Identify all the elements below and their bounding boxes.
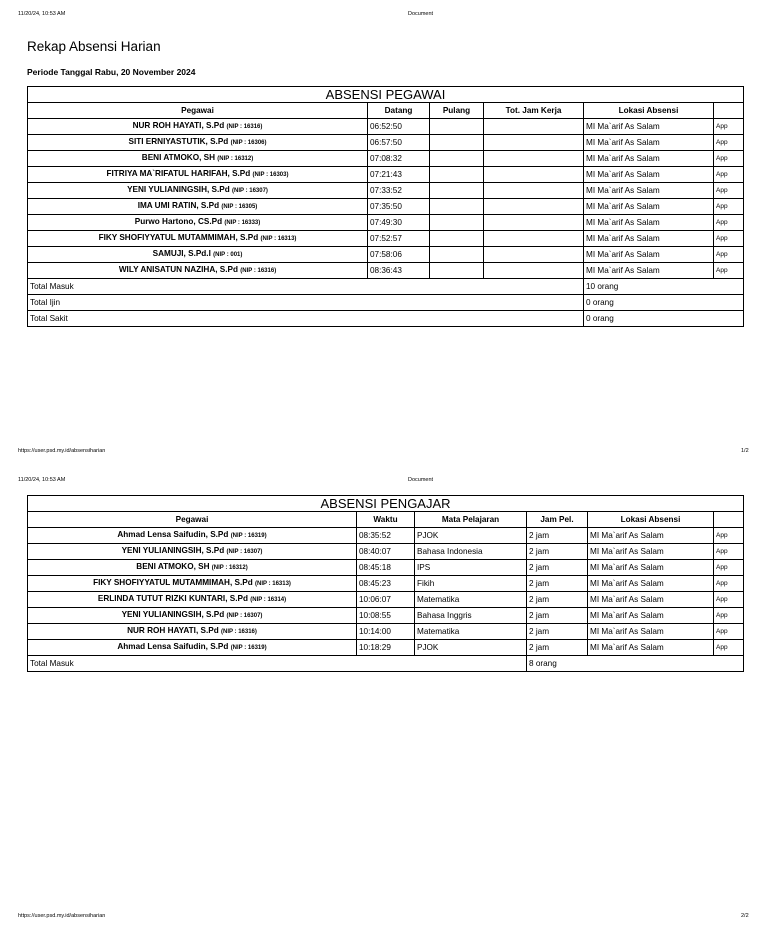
app-cell: App	[714, 528, 744, 544]
employee-nip: (NIP : 16316)	[240, 268, 277, 274]
total-jam-cell	[484, 247, 584, 263]
app-cell: App	[714, 560, 744, 576]
employee-name-cell	[28, 528, 357, 544]
col-lokasi: Lokasi Absensi	[588, 512, 714, 528]
waktu-cell: 10:18:29	[357, 640, 415, 656]
summary-row	[28, 279, 744, 295]
datang-cell: 07:21:43	[368, 167, 430, 183]
app-cell: App	[714, 544, 744, 560]
mapel-cell: Fikih	[415, 576, 527, 592]
jam-pel-cell: 2 jam	[527, 560, 588, 576]
employee-name-cell	[28, 231, 368, 247]
pulang-cell	[430, 263, 484, 279]
lokasi-cell: MI Ma`arif As Salam	[584, 167, 714, 183]
datang-cell: 07:08:32	[368, 151, 430, 167]
summary-label: Total Masuk	[28, 279, 584, 295]
lokasi-cell: MI Ma`arif As Salam	[588, 528, 714, 544]
employee-name: FIKY SHOFIYYATUL MUTAMMIMAH, S.Pd	[93, 578, 253, 587]
print-url: https://user.psd.my.id/absensiharian	[18, 448, 106, 454]
employee-name-cell	[28, 263, 368, 279]
page-number: 1/2	[741, 448, 749, 454]
employee-name: YENI YULIANINGSIH, S.Pd	[127, 185, 230, 194]
employee-nip: (NIP : 16312)	[211, 565, 248, 571]
pulang-cell	[430, 183, 484, 199]
table-row	[28, 151, 744, 167]
app-cell: App	[714, 199, 744, 215]
mapel-cell: IPS	[415, 560, 527, 576]
lokasi-cell: MI Ma`arif As Salam	[588, 608, 714, 624]
waktu-cell: 08:35:52	[357, 528, 415, 544]
app-cell: App	[714, 119, 744, 135]
datang-cell: 08:36:43	[368, 263, 430, 279]
employee-name-cell	[28, 640, 357, 656]
summary-label: Total Ijin	[28, 295, 584, 311]
employee-name-cell	[28, 199, 368, 215]
employee-nip: (NIP : 16313)	[255, 581, 291, 587]
employee-name: YENI YULIANINGSIH, S.Pd	[121, 610, 225, 619]
app-cell: App	[714, 608, 744, 624]
col-mata-pelajaran: Mata Pelajaran	[415, 512, 527, 528]
employee-name-cell	[28, 119, 368, 135]
lokasi-cell: MI Ma`arif As Salam	[588, 624, 714, 640]
employee-name: NUR ROH HAYATI, S.Pd	[132, 121, 225, 130]
employee-nip: (NIP : 16307)	[226, 549, 263, 555]
page-title: Rekap Absensi Harian	[27, 39, 161, 54]
pegawai-caption: ABSENSI PEGAWAI	[28, 87, 744, 103]
col-jam-pel: Jam Pel.	[527, 512, 588, 528]
col-app	[714, 512, 744, 528]
table-row	[28, 624, 744, 640]
waktu-cell: 08:40:07	[357, 544, 415, 560]
total-jam-cell	[484, 263, 584, 279]
summary-value: 0 orang	[584, 311, 744, 327]
table-row	[28, 231, 744, 247]
app-cell: App	[714, 263, 744, 279]
summary-row	[28, 656, 744, 672]
total-jam-cell	[484, 183, 584, 199]
lokasi-cell: MI Ma`arif As Salam	[588, 560, 714, 576]
table-row	[28, 592, 744, 608]
employee-nip: (NIP : 16306)	[230, 140, 267, 146]
jam-pel-cell: 2 jam	[527, 576, 588, 592]
employee-name: IMA UMI RATIN, S.Pd	[137, 201, 220, 210]
print-date: 11/20/24, 10:53 AM	[18, 11, 66, 17]
employee-nip: (NIP : 16307)	[226, 613, 263, 619]
employee-name-cell	[28, 560, 357, 576]
total-jam-cell	[484, 135, 584, 151]
datang-cell: 07:58:06	[368, 247, 430, 263]
col-total-jam: Tot. Jam Kerja	[484, 103, 584, 119]
print-doc-title-2: Document	[408, 477, 434, 483]
employee-name-cell	[28, 592, 357, 608]
col-datang: Datang	[368, 103, 430, 119]
employee-name-cell	[28, 215, 368, 231]
app-cell: App	[714, 183, 744, 199]
summary-value: 10 orang	[584, 279, 744, 295]
total-jam-cell	[484, 167, 584, 183]
lokasi-cell: MI Ma`arif As Salam	[584, 183, 714, 199]
employee-name: FIKY SHOFIYYATUL MUTAMMIMAH, S.Pd	[98, 233, 259, 242]
waktu-cell: 10:14:00	[357, 624, 415, 640]
total-jam-cell	[484, 231, 584, 247]
employee-nip: (NIP : 16312)	[217, 156, 254, 162]
lokasi-cell: MI Ma`arif As Salam	[584, 199, 714, 215]
mapel-cell: Bahasa Inggris	[415, 608, 527, 624]
page-number-2: 2/2	[741, 913, 749, 919]
lokasi-cell: MI Ma`arif As Salam	[588, 592, 714, 608]
pegawai-table	[27, 86, 744, 327]
pengajar-caption: ABSENSI PENGAJAR	[28, 496, 744, 512]
pulang-cell	[430, 135, 484, 151]
employee-nip: (NIP : 16333)	[224, 220, 261, 226]
jam-pel-cell: 2 jam	[527, 592, 588, 608]
total-jam-cell	[484, 199, 584, 215]
app-cell: App	[714, 576, 744, 592]
table-row	[28, 135, 744, 151]
print-date-2: 11/20/24, 10:53 AM	[18, 477, 66, 483]
jam-pel-cell: 2 jam	[527, 528, 588, 544]
employee-name: Purwo Hartono, CS.Pd	[134, 217, 223, 226]
employee-name-cell	[28, 167, 368, 183]
waktu-cell: 10:08:55	[357, 608, 415, 624]
employee-name: SITI ERNIYASTUTIK, S.Pd	[128, 137, 229, 146]
lokasi-cell: MI Ma`arif As Salam	[588, 544, 714, 560]
lokasi-cell: MI Ma`arif As Salam	[588, 576, 714, 592]
app-cell: App	[714, 624, 744, 640]
employee-name: NUR ROH HAYATI, S.Pd	[127, 626, 219, 635]
mapel-cell: Bahasa Indonesia	[415, 544, 527, 560]
employee-name: FITRIYA MA`RIFATUL HARIFAH, S.Pd	[106, 169, 251, 178]
datang-cell: 06:52:50	[368, 119, 430, 135]
datang-cell: 07:49:30	[368, 215, 430, 231]
employee-name-cell	[28, 576, 357, 592]
app-cell: App	[714, 215, 744, 231]
employee-name: WILY ANISATUN NAZIHA, S.Pd	[118, 265, 238, 274]
waktu-cell: 08:45:23	[357, 576, 415, 592]
employee-name-cell	[28, 247, 368, 263]
mapel-cell: Matematika	[415, 624, 527, 640]
employee-name-cell	[28, 135, 368, 151]
employee-name-cell	[28, 624, 357, 640]
table-row	[28, 247, 744, 263]
pulang-cell	[430, 247, 484, 263]
pulang-cell	[430, 231, 484, 247]
employee-name-cell	[28, 183, 368, 199]
employee-nip: (NIP : 16313)	[260, 236, 297, 242]
employee-name-cell	[28, 544, 357, 560]
table-row	[28, 199, 744, 215]
datang-cell: 06:57:50	[368, 135, 430, 151]
summary-value: 8 orang	[527, 656, 744, 672]
col-pegawai: Pegawai	[28, 103, 368, 119]
lokasi-cell: MI Ma`arif As Salam	[584, 263, 714, 279]
col-app	[714, 103, 744, 119]
pulang-cell	[430, 215, 484, 231]
period-subtitle: Periode Tanggal Rabu, 20 November 2024	[27, 67, 196, 77]
datang-cell: 07:52:57	[368, 231, 430, 247]
pulang-cell	[430, 199, 484, 215]
app-cell: App	[714, 151, 744, 167]
table-row	[28, 183, 744, 199]
lokasi-cell: MI Ma`arif As Salam	[584, 151, 714, 167]
employee-name: SAMUJI, S.Pd.I	[152, 249, 211, 258]
mapel-cell: Matematika	[415, 592, 527, 608]
employee-nip: (NIP : 16305)	[221, 204, 258, 210]
summary-value: 0 orang	[584, 295, 744, 311]
lokasi-cell: MI Ma`arif As Salam	[584, 215, 714, 231]
print-url-2: https://user.psd.my.id/absensiharian	[18, 913, 106, 919]
employee-name: ERLINDA TUTUT RIZKI KUNTARI, S.Pd	[97, 594, 248, 603]
employee-nip: (NIP : 001)	[213, 252, 243, 258]
pulang-cell	[430, 151, 484, 167]
total-jam-cell	[484, 119, 584, 135]
pulang-cell	[430, 167, 484, 183]
table-row	[28, 576, 744, 592]
employee-nip: (NIP : 16316)	[226, 124, 263, 130]
lokasi-cell: MI Ma`arif As Salam	[584, 247, 714, 263]
pulang-cell	[430, 119, 484, 135]
employee-name: Ahmad Lensa Saifudin, S.Pd	[117, 530, 229, 539]
employee-name-cell	[28, 151, 368, 167]
total-jam-cell	[484, 151, 584, 167]
jam-pel-cell: 2 jam	[527, 624, 588, 640]
employee-nip: (NIP : 16303)	[252, 172, 289, 178]
mapel-cell: PJOK	[415, 528, 527, 544]
mapel-cell: PJOK	[415, 640, 527, 656]
datang-cell: 07:33:52	[368, 183, 430, 199]
table-row	[28, 544, 744, 560]
summary-label: Total Masuk	[28, 656, 527, 672]
col-pulang: Pulang	[430, 103, 484, 119]
employee-nip: (NIP : 16316)	[220, 629, 257, 635]
table-row	[28, 608, 744, 624]
col-pegawai: Pegawai	[28, 512, 357, 528]
pengajar-table	[27, 495, 744, 672]
pengajar-header-row	[28, 512, 744, 528]
waktu-cell: 08:45:18	[357, 560, 415, 576]
table-row	[28, 119, 744, 135]
total-jam-cell	[484, 215, 584, 231]
col-waktu: Waktu	[357, 512, 415, 528]
employee-name: BENI ATMOKO, SH	[136, 562, 210, 571]
employee-name-cell	[28, 608, 357, 624]
waktu-cell: 10:06:07	[357, 592, 415, 608]
table-row	[28, 167, 744, 183]
summary-row	[28, 295, 744, 311]
lokasi-cell: MI Ma`arif As Salam	[584, 119, 714, 135]
jam-pel-cell: 2 jam	[527, 640, 588, 656]
employee-nip: (NIP : 16314)	[250, 597, 287, 603]
table-row	[28, 215, 744, 231]
jam-pel-cell: 2 jam	[527, 608, 588, 624]
summary-label: Total Sakit	[28, 311, 584, 327]
employee-nip: (NIP : 16319)	[230, 645, 267, 651]
table-row	[28, 640, 744, 656]
employee-nip: (NIP : 16319)	[230, 533, 267, 539]
table-row	[28, 560, 744, 576]
employee-name: BENI ATMOKO, SH	[141, 153, 216, 162]
print-doc-title: Document	[408, 11, 434, 17]
lokasi-cell: MI Ma`arif As Salam	[584, 231, 714, 247]
summary-row	[28, 311, 744, 327]
app-cell: App	[714, 167, 744, 183]
datang-cell: 07:35:50	[368, 199, 430, 215]
employee-name: Ahmad Lensa Saifudin, S.Pd	[117, 642, 229, 651]
employee-name: YENI YULIANINGSIH, S.Pd	[121, 546, 225, 555]
app-cell: App	[714, 231, 744, 247]
app-cell: App	[714, 592, 744, 608]
table-row	[28, 528, 744, 544]
app-cell: App	[714, 247, 744, 263]
jam-pel-cell: 2 jam	[527, 544, 588, 560]
employee-nip: (NIP : 16307)	[232, 188, 268, 194]
table-row	[28, 263, 744, 279]
col-lokasi: Lokasi Absensi	[584, 103, 714, 119]
lokasi-cell: MI Ma`arif As Salam	[584, 135, 714, 151]
app-cell: App	[714, 135, 744, 151]
pegawai-header-row	[28, 103, 744, 119]
lokasi-cell: MI Ma`arif As Salam	[588, 640, 714, 656]
app-cell: App	[714, 640, 744, 656]
